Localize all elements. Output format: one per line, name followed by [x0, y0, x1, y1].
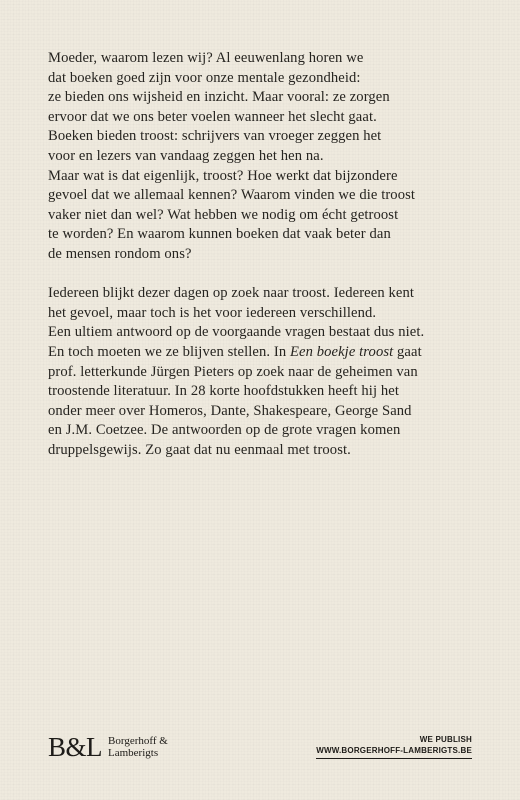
blurb-paragraph-1	[48, 49, 488, 265]
publisher-name-line: Borgerhoff &	[108, 735, 168, 747]
back-cover-blurb	[48, 49, 488, 460]
logo-mark: B&L	[48, 732, 103, 762]
publisher-name-line: Lamberigts	[108, 746, 159, 759]
blurb-paragraph-2	[48, 284, 488, 460]
text-line: troostende literatuur. In 28 korte hoofdstukken heeft hij het	[48, 383, 399, 400]
text-line: de mensen rondom ons?	[48, 245, 192, 262]
text-line: Moeder, waarom lezen wij? Al eeuwenlang horen we	[48, 50, 364, 66]
text-line: te worden? En waarom kunnen boeken dat vaak beter dan	[48, 226, 391, 243]
text-line: druppelsgewijs. Zo gaat dat nu eenmaal met troost.	[48, 441, 351, 458]
publisher-name	[108, 736, 168, 759]
text-line: prof. letterkunde Jürgen Pieters op zoek naar de geheimen van	[48, 363, 418, 380]
publisher-website-link[interactable]: WWW.BORGERHOFF-LAMBERIGTS.BE	[316, 746, 472, 760]
text-line: Iedereen blijkt dezer dagen op zoek naar troost. Iedereen kent	[48, 285, 414, 302]
text-line: ervoor dat we ons beter voelen wanneer het slecht gaat.	[48, 108, 377, 125]
text-line: Boeken bieden troost: schrijvers van vroeger zeggen het	[48, 128, 382, 145]
text-line: en J.M. Coetzee. De antwoorden op de grote vragen komen	[48, 422, 401, 439]
text-line: gevoel dat we allemaal kennen? Waarom vinden we die troost	[48, 187, 416, 204]
publisher-links	[316, 735, 472, 759]
text-line: Een ultiem antwoord op de voorgaande vragen bestaat dus niet.	[48, 324, 425, 341]
text-line: dat boeken goed zijn voor onze mentale gezondheid:	[48, 69, 361, 86]
book-title: Een boekje troost	[289, 343, 394, 360]
publisher-tagline: WE PUBLISH	[419, 735, 472, 744]
text-line: voor en lezers van vandaag zeggen het hen na.	[48, 147, 324, 164]
text-line: ze bieden ons wijsheid en inzicht. Maar vooral: ze zorgen	[48, 89, 390, 106]
publisher-logo	[48, 734, 168, 761]
text-line: onder meer over Homeros, Dante, Shakespeare, George Sand	[48, 402, 412, 419]
text-line-with-title	[48, 343, 488, 363]
text-line: vaker niet dan wel? Wat hebben we nodig om écht getroost	[48, 206, 399, 223]
text-segment: gaat	[393, 343, 422, 360]
text-segment: En toch moeten we ze blijven stellen. In	[48, 343, 290, 360]
text-line: Maar wat is dat eigenlijk, troost? Hoe werkt dat bijzondere	[48, 167, 398, 184]
text-line: het gevoel, maar toch is het voor iedereen verschillend.	[48, 304, 377, 321]
